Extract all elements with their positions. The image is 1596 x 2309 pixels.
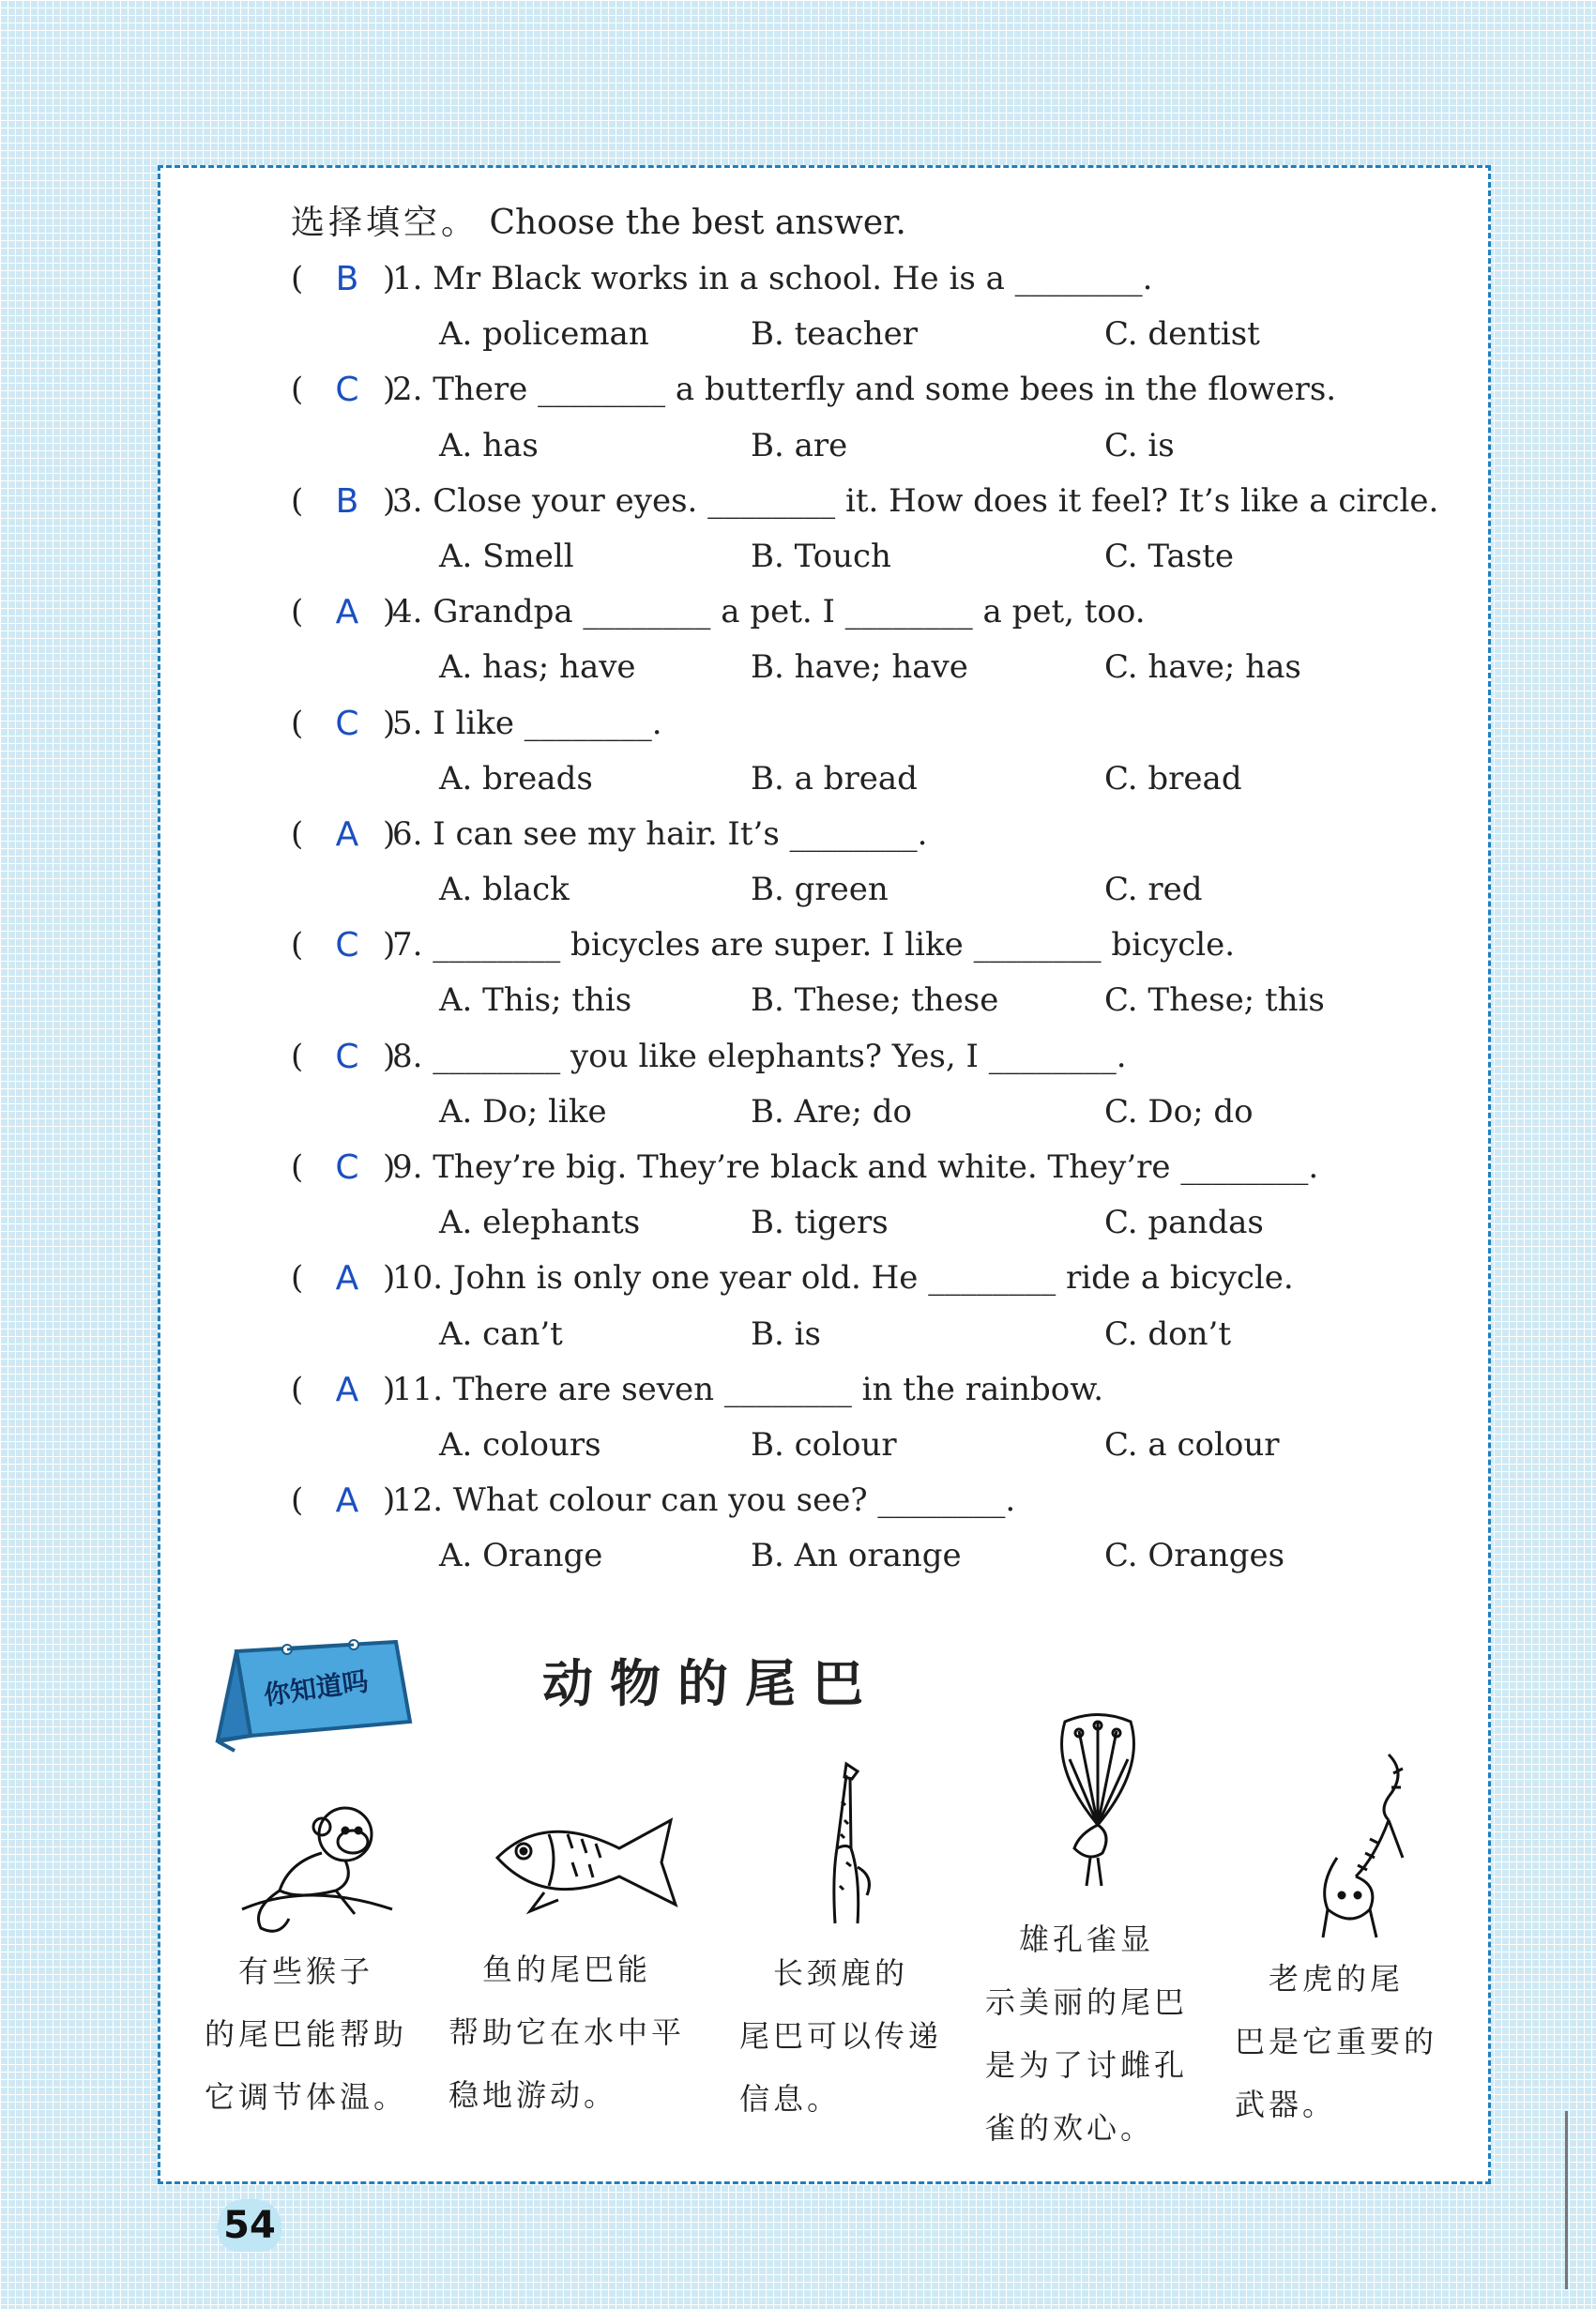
question-row — [291, 696, 1473, 752]
question-row — [291, 362, 1473, 418]
option-b: B. tigers — [751, 1204, 889, 1242]
fact-title: 动物的尾巴 — [542, 1654, 880, 1713]
option-c: C. red — [1104, 871, 1203, 909]
option-c: C. bread — [1104, 759, 1242, 798]
question-text: 3. Close your eyes. ________ it. How does it feel? It’s like a circle. — [392, 481, 1439, 520]
option-b: B. is — [751, 1314, 821, 1353]
answer-mark: A — [335, 593, 359, 632]
paren-open: ( — [291, 814, 304, 853]
answer-mark: C — [335, 704, 359, 743]
option-c: C. a colour — [1104, 1425, 1280, 1464]
sign-label: 你知道吗 — [262, 1665, 371, 1711]
option-c: C. pandas — [1104, 1204, 1264, 1242]
option-a: A. has; have — [439, 648, 636, 687]
question-row — [291, 1140, 1473, 1195]
question-row — [291, 807, 1473, 862]
paren-open: ( — [291, 1370, 304, 1408]
paren-open: ( — [291, 260, 304, 297]
paren-open: ( — [291, 371, 304, 409]
option-a: A. Do; like — [439, 1092, 607, 1131]
page-number: 54 — [218, 2199, 281, 2252]
fact-line: 的尾巴能帮助 — [205, 2016, 408, 2052]
paren-open: ( — [291, 926, 304, 965]
options-row — [291, 862, 1473, 918]
options-row — [291, 1307, 1473, 1362]
option-c: C. Oranges — [1104, 1537, 1285, 1575]
option-b: B. have; have — [751, 648, 968, 687]
option-b: B. Touch — [751, 537, 891, 575]
paren-open: ( — [291, 1037, 304, 1075]
paren-close: ) — [383, 926, 396, 965]
paren-close: ) — [383, 481, 396, 520]
paren-open: ( — [291, 481, 304, 520]
option-b: B. green — [751, 871, 889, 909]
paren-close: ) — [383, 1148, 396, 1186]
option-b: B. are — [751, 426, 848, 464]
peacock-icon — [1041, 1712, 1154, 1891]
question-text: 10. John is only one year old. He ________ ride a bicycle. — [392, 1259, 1294, 1298]
option-a: A. Orange — [439, 1537, 603, 1575]
option-c: C. Taste — [1104, 537, 1234, 575]
paren-open: ( — [291, 1259, 304, 1298]
monkey-fact — [205, 1940, 430, 2129]
question-row — [291, 918, 1473, 973]
paren-close: ) — [383, 1370, 396, 1408]
answer-mark: C — [335, 371, 359, 410]
options-row — [291, 1528, 1473, 1584]
page-edge-line — [1565, 2111, 1568, 2289]
question-row — [291, 1473, 1473, 1528]
fact-line: 信息。 — [739, 2081, 842, 2117]
option-c: C. don’t — [1104, 1314, 1232, 1353]
option-a: A. colours — [439, 1425, 601, 1464]
option-b: B. colour — [751, 1425, 897, 1464]
fact-line: 有些猴子 — [205, 1953, 374, 1989]
option-a: A. Smell — [439, 537, 574, 575]
options-row — [291, 418, 1473, 474]
section-heading — [291, 195, 1473, 251]
paren-close: ) — [383, 1037, 396, 1075]
fact-line: 雄孔雀显 — [985, 1922, 1155, 1957]
question-text: 8. ________ you like elephants? Yes, I ________. — [392, 1037, 1127, 1075]
option-a: A. breads — [439, 759, 593, 798]
answer-mark: A — [335, 814, 359, 854]
monkey-icon — [233, 1797, 402, 1937]
option-a: A. can’t — [439, 1314, 563, 1353]
options-row — [291, 307, 1473, 362]
paren-close: ) — [383, 1481, 396, 1520]
question-text: 5. I like ________. — [392, 704, 662, 742]
options-row — [291, 1418, 1473, 1473]
fact-line: 示美丽的尾巴 — [985, 1984, 1189, 2020]
question-section — [291, 195, 1473, 1585]
question-text: 9. They’re big. They’re black and white. They’re ________. — [392, 1148, 1319, 1186]
option-a: A. This; this — [439, 981, 632, 1020]
fish-fact — [448, 1938, 721, 2127]
option-b: B. teacher — [751, 315, 918, 354]
question-row — [291, 474, 1473, 529]
paren-close: ) — [383, 814, 396, 853]
question-list — [291, 251, 1473, 1585]
option-c: C. dentist — [1104, 315, 1260, 354]
fact-line: 帮助它在水中平 — [448, 2014, 686, 2050]
option-c: C. Do; do — [1104, 1092, 1254, 1131]
answer-mark: A — [335, 1259, 359, 1299]
question-text: 12. What colour can you see? ________. — [392, 1481, 1016, 1520]
answer-mark: C — [335, 926, 359, 965]
question-row — [291, 1362, 1473, 1418]
question-text: 4. Grandpa ________ a pet. I ________ a pet, too. — [392, 593, 1146, 631]
peacock-fact — [985, 1908, 1220, 2160]
options-row — [291, 973, 1473, 1028]
option-b: B. a bread — [751, 759, 918, 798]
heading-en: Choose the best answer. — [489, 204, 906, 242]
question-text: 7. ________ bicycles are super. I like ________ bicycle. — [392, 926, 1236, 965]
option-b: B. These; these — [751, 981, 999, 1020]
answer-mark: C — [335, 1148, 359, 1187]
question-text: 1. Mr Black works in a school. He is a ________. — [392, 260, 1153, 297]
answer-mark: A — [335, 1481, 359, 1521]
question-text: 6. I can see my hair. It’s ________. — [392, 814, 928, 853]
paren-open: ( — [291, 704, 304, 742]
fact-line: 鱼的尾巴能 — [448, 1952, 652, 1987]
question-row — [291, 1251, 1473, 1306]
fact-line: 尾巴可以传递 — [739, 2018, 943, 2054]
fish-icon — [479, 1806, 685, 1919]
options-row — [291, 1085, 1473, 1140]
paren-close: ) — [383, 704, 396, 742]
heading-zh: 选择填空。 — [291, 204, 479, 242]
options-row — [291, 752, 1473, 807]
paren-open: ( — [291, 1148, 304, 1186]
answer-mark: A — [335, 1370, 359, 1409]
fact-line: 稳地游动。 — [448, 2077, 618, 2113]
paren-close: ) — [383, 1259, 396, 1298]
option-a: A. has — [439, 426, 539, 464]
fact-line: 武器。 — [1235, 2087, 1337, 2122]
answer-mark: B — [335, 481, 359, 521]
fact-line: 雀的欢心。 — [985, 2110, 1155, 2146]
paren-close: ) — [383, 260, 396, 297]
paren-open: ( — [291, 593, 304, 631]
fact-line: 长颈鹿的 — [739, 1955, 909, 1991]
answer-mark: C — [335, 1037, 359, 1076]
option-b: B. An orange — [751, 1537, 962, 1575]
option-a: A. policeman — [439, 315, 649, 354]
tiger-fact — [1235, 1948, 1479, 2136]
question-row — [291, 585, 1473, 640]
answer-mark: B — [335, 260, 359, 298]
tiger-icon — [1300, 1745, 1412, 1942]
fact-line: 巴是它重要的 — [1235, 2024, 1438, 2059]
option-c: C. have; has — [1104, 648, 1301, 687]
options-row — [291, 529, 1473, 585]
giraffe-fact — [739, 1942, 965, 2131]
question-text: 2. There ________ a butterfly and some bees in the flowers. — [392, 371, 1337, 409]
question-text: 11. There are seven ________ in the rainbow. — [392, 1370, 1104, 1408]
question-row — [291, 1029, 1473, 1085]
option-b: B. Are; do — [751, 1092, 913, 1131]
paren-close: ) — [383, 371, 396, 409]
question-row — [291, 251, 1473, 307]
option-a: A. elephants — [439, 1204, 641, 1242]
paren-open: ( — [291, 1481, 304, 1520]
options-row — [291, 1195, 1473, 1251]
giraffe-icon — [809, 1755, 884, 1933]
option-c: C. is — [1104, 426, 1175, 464]
fact-line: 是为了讨雌孔 — [985, 2047, 1189, 2083]
option-a: A. black — [439, 871, 570, 909]
fact-line: 老虎的尾 — [1235, 1961, 1405, 1997]
fact-line: 它调节体温。 — [205, 2079, 408, 2115]
option-c: C. These; this — [1104, 981, 1325, 1020]
options-row — [291, 640, 1473, 695]
paren-close: ) — [383, 593, 396, 631]
